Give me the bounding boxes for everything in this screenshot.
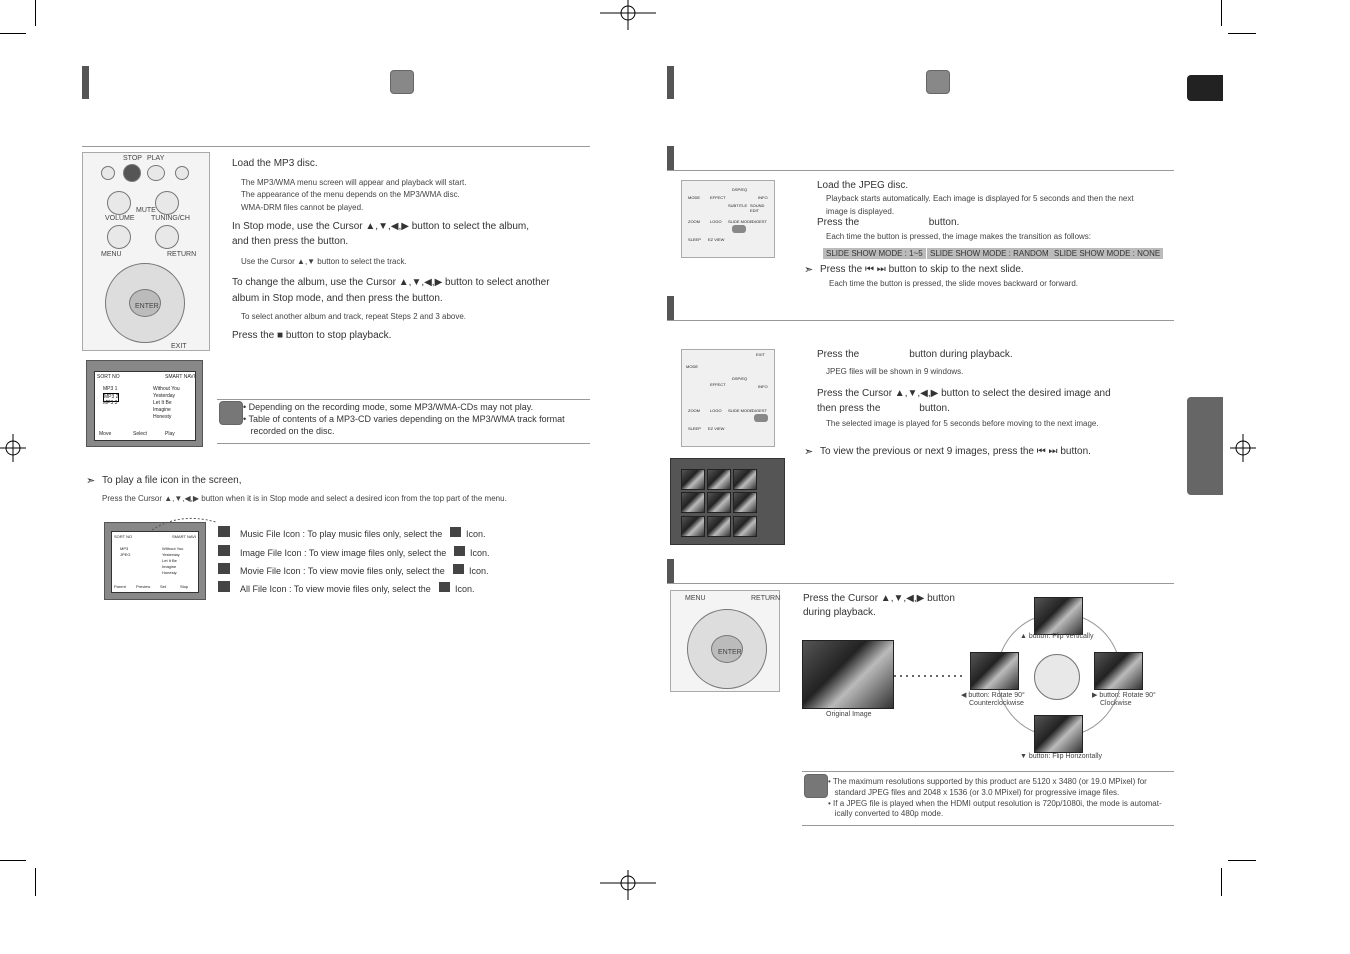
flip-vertical-image (1034, 597, 1083, 635)
step-3: To change the album, use the Cursor ▲,▼,◀,▶ button to select another (232, 277, 550, 288)
footer-item: Move (99, 431, 112, 437)
section-bar (667, 559, 674, 583)
icon-desc-end: Icon. (455, 584, 475, 594)
track-item: Yesterday (162, 552, 180, 557)
forward-button (175, 166, 189, 180)
folder-item: MP3 2 (104, 394, 119, 400)
icon-desc: Music File Icon : To play music files only, select the (240, 529, 443, 539)
sort-label: SORT NO (97, 374, 120, 380)
folder-item: MP3 3 (103, 400, 118, 406)
crop-mark (1221, 0, 1222, 26)
remote-label: INFO (758, 384, 768, 389)
divider (82, 146, 590, 147)
step-1-note: The MP3/WMA menu screen will appear and playback will start. (241, 178, 467, 187)
menu-label: MENU (101, 251, 122, 258)
remote-control-image (681, 349, 775, 447)
icon-desc-end: Icon. (470, 548, 490, 558)
remote-label: SLIDE MODE (728, 219, 753, 224)
rotate-step: Press the Cursor ▲,▼,◀,▶ button (803, 593, 955, 604)
all-file-icon (218, 581, 230, 592)
note-divider (217, 443, 590, 444)
crop-mark (35, 0, 36, 26)
remote-control-image (681, 180, 775, 258)
folder-item: MP3 (120, 546, 129, 551)
rotate-cw-caption: Clockwise (1100, 700, 1132, 707)
tip-body: Press the Cursor ▲,▼,◀,▶ button when it is in Stop mode and select a desired icon from the top part of the menu. (102, 494, 507, 503)
digest-tip: To view the previous or next 9 images, press the ⏮ ⏭ button. (820, 446, 1091, 457)
menu-panel (94, 371, 196, 441)
track-item: Yesterday (153, 393, 176, 399)
movie-file-icon (218, 563, 230, 574)
remote-label: DSP/EQ (732, 376, 748, 381)
footer-item: Select (133, 431, 147, 437)
exit-label: EXIT (171, 343, 187, 350)
rotate-cw-image (1094, 652, 1143, 690)
digest-step-1-note: JPEG files will be shown in 9 windows. (826, 367, 964, 376)
thumbnail (707, 469, 731, 490)
smart-navi-label: SMART NAVI (172, 534, 197, 539)
enter-label: ENTER (718, 649, 742, 656)
crop-mark (35, 868, 36, 896)
sort-label: SORT NO (114, 534, 133, 539)
registration-mark (0, 434, 26, 462)
remote-label: MODE (686, 364, 698, 369)
callout-line (150, 512, 220, 532)
remote-label: EFFECT (710, 382, 726, 387)
step-2: In Stop mode, use the Cursor ▲,▼,◀,▶ button to select the album, (232, 221, 529, 232)
section-divider (667, 170, 1174, 171)
footer-item: Stop (180, 584, 189, 589)
stop-button (123, 164, 141, 182)
remote-label: LOGO (710, 219, 722, 224)
music-file-icon (218, 526, 230, 537)
slide-mode-tag: SLIDE SHOW MODE : NONE (1051, 248, 1163, 259)
footer-item: Parent (114, 584, 126, 589)
section-divider (667, 583, 1174, 584)
remote-label: EZ VIEW (708, 237, 725, 242)
slide-mode-button (732, 225, 746, 233)
step-1-note: WMA-DRM files cannot be played. (241, 203, 364, 212)
step-1-note: The appearance of the menu depends on the MP3/WMA disc. (241, 190, 460, 199)
flip-horizontal-caption: ▼ button: Flip Horizontally (1020, 753, 1103, 760)
section-bar (667, 146, 674, 170)
digest-step-2: then press the button. (817, 403, 950, 414)
rotate-ccw-image (970, 652, 1019, 690)
play-label: PLAY (147, 155, 165, 162)
footer-item: Preview (136, 584, 151, 589)
note-icon (219, 401, 243, 425)
jpeg-step-2-note: Each time the button is pressed, the image makes the transition as follows: (826, 232, 1092, 241)
track-item: Let It Be (153, 400, 172, 406)
digest-step-1: Press the button during playback. (817, 349, 1013, 360)
remote-label: EZ VIEW (708, 426, 725, 431)
menu-label: MENU (685, 595, 706, 602)
remote-label: DSP/EQ (732, 187, 748, 192)
original-image (802, 640, 894, 709)
note-line: • The maximum resolutions supported by this product are 5120 x 3480 (or 19.0 MPixel) for (828, 777, 1147, 786)
note-line: • If a JPEG file is played when the HDMI output resolution is 720p/1080i, the mode is automat- (828, 799, 1162, 808)
enter-label: ENTER (135, 303, 159, 310)
original-image-caption: Original Image (826, 711, 872, 718)
icon-desc: All File Icon : To view movie files only, select the (240, 584, 431, 594)
return-label: RETURN (167, 251, 197, 258)
note-icon (804, 774, 828, 798)
track-item: Imagine (153, 407, 171, 413)
jpeg-step-2: Press the button. (817, 217, 960, 228)
note-line: • Depending on the recording mode, some MP3/WMA-CDs may not play. (243, 402, 534, 412)
remote-label: SUBTITLE (728, 203, 748, 208)
step-3-note: To select another album and track, repeat Steps 2 and 3 above. (241, 312, 467, 321)
music-file-icon (450, 527, 461, 537)
track-item: Honesty (162, 570, 177, 575)
movie-file-icon (453, 564, 464, 574)
remote-control-image (82, 152, 210, 351)
tuning-down-button (155, 225, 179, 249)
step-3: album in Stop mode, and then press the button. (232, 293, 443, 304)
icon-desc-end: Icon. (469, 566, 489, 576)
crop-mark (0, 33, 26, 34)
mp3-menu-screen (86, 360, 203, 447)
remote-label: ZOOM (688, 408, 700, 413)
registration-mark (600, 0, 656, 30)
note-divider (802, 825, 1174, 826)
dotted-connector (894, 672, 966, 680)
flip-vertical-caption: ▲ button: Flip Vertically (1020, 633, 1094, 640)
section-bar (667, 296, 674, 320)
remote-label: EFFECT (710, 195, 726, 200)
thumbnail (733, 516, 757, 537)
rotate-ccw-caption: Counterclockwise (969, 700, 1024, 707)
page-tab (1187, 75, 1223, 101)
volume-down-button (107, 225, 131, 249)
rotate-step: during playback. (803, 607, 876, 618)
digest-step-2-note: The selected image is played for 5 seconds before moving to the next image. (826, 419, 1099, 428)
side-tab (1187, 397, 1223, 495)
thumbnail (681, 469, 705, 490)
icon-desc-end: Icon. (466, 529, 486, 539)
rewind-button (101, 166, 115, 180)
remote-label: MODE (688, 195, 700, 200)
header-bar (82, 66, 89, 99)
thumbnail (707, 516, 731, 537)
image-file-icon (454, 546, 465, 556)
note-line: • Table of contents of a MP3-CD varies depending on the MP3/WMA track format (243, 414, 565, 424)
remote-label: DIGEST (752, 219, 767, 224)
tip-arrow-icon: ➣ (804, 446, 814, 458)
track-item: Imagine (162, 564, 177, 569)
header-bar (667, 66, 674, 99)
tip-arrow-icon: ➣ (86, 475, 96, 487)
nine-window-screen (670, 458, 785, 545)
footer-item: Play (165, 431, 175, 437)
remote-label: LOGO (710, 408, 722, 413)
note-line: standard JPEG files and 2048 x 1536 (or 3.0 MPixel) for progressive image files. (828, 788, 1120, 797)
thumbnail (681, 516, 705, 537)
crop-mark (1228, 860, 1256, 861)
tip-title: To play a file icon in the screen, (102, 475, 242, 486)
skip-tip: Press the ⏮ ⏭ button to skip to the next slide. (820, 264, 1024, 275)
menu-panel (111, 531, 199, 593)
disc-icon (926, 70, 950, 94)
jpeg-step-1-note: Playback starts automatically. Each image is displayed for 5 seconds and then the next (826, 194, 1134, 203)
stop-label: STOP (123, 155, 142, 162)
slide-mode-tag: SLIDE SHOW MODE : RANDOM (927, 248, 1052, 259)
note-line: recorded on the disc. (243, 426, 335, 436)
thumbnail (707, 492, 731, 513)
rotate-ccw-caption: ◀ button: Rotate 90° (961, 692, 1025, 699)
remote-label: SOUND EDIT (750, 203, 765, 213)
image-file-icon (218, 545, 230, 556)
step-2-note: Use the Cursor ▲,▼ button to select the track. (241, 257, 407, 266)
digest-step-2: Press the Cursor ▲,▼,◀,▶ button to select the desired image and (817, 388, 1111, 399)
return-label: RETURN (751, 595, 781, 602)
slide-mode-tag: SLIDE SHOW MODE : 1~5 (823, 248, 926, 259)
registration-mark (1230, 434, 1256, 462)
play-pause-button (147, 165, 165, 181)
smart-navi-label: SMART NAVI (165, 374, 196, 380)
remote-label: SLEEP (688, 237, 701, 242)
step-2: and then press the button. (232, 236, 349, 247)
section-divider (667, 320, 1174, 321)
file-icon-menu-screen (104, 522, 206, 600)
volume-label: VOLUME (105, 215, 135, 222)
volume-up-button (107, 191, 131, 215)
remote-control-image (670, 590, 780, 692)
remote-label: EXIT (756, 352, 765, 357)
remote-label: SLIDE MODE (728, 408, 753, 413)
track-item: Without You (153, 386, 180, 392)
icon-desc: Image File Icon : To view image files only, select the (240, 548, 447, 558)
remote-label: SLEEP (688, 426, 701, 431)
thumbnail (733, 469, 757, 490)
tip-arrow-icon: ➣ (804, 264, 814, 276)
folder-item: JPEG (120, 552, 131, 557)
remote-label: ZOOM (688, 219, 700, 224)
crop-mark (1228, 33, 1256, 34)
registration-mark (600, 870, 656, 900)
tuning-label: TUNING/CH (151, 215, 190, 222)
track-item: Let It Be (162, 558, 177, 563)
flip-horizontal-image (1034, 715, 1083, 753)
thumbnail (681, 492, 705, 513)
all-file-icon (439, 582, 450, 592)
jpeg-step-1: Load the JPEG disc. (817, 180, 909, 191)
step-4: Press the ■ button to stop playback. (232, 330, 392, 341)
track-item: Honesty (153, 414, 172, 420)
note-divider (802, 771, 1174, 772)
note-divider (217, 399, 590, 400)
folder-item: MP3 1 (103, 386, 118, 392)
disc-icon (390, 70, 414, 94)
remote-label: INFO (758, 195, 768, 200)
tuning-up-button (155, 191, 179, 215)
rotate-cw-caption: ▶ button: Rotate 90° (1092, 692, 1156, 699)
step-1: Load the MP3 disc. (232, 158, 318, 169)
thumbnail (733, 492, 757, 513)
icon-desc: Movie File Icon : To view movie files only, select the (240, 566, 445, 576)
mini-navigation-pad (1034, 654, 1080, 700)
skip-tip-note: Each time the button is pressed, the slide moves backward or forward. (829, 279, 1079, 288)
note-line: ically converted to 480p mode. (828, 809, 944, 818)
digest-button (754, 414, 768, 422)
remote-label: DIGEST (752, 408, 767, 413)
footer-item: Set (160, 584, 167, 589)
crop-mark (0, 860, 26, 861)
crop-mark (1221, 868, 1222, 896)
track-item: Without You (162, 546, 184, 551)
jpeg-step-1-note: image is displayed. (826, 207, 895, 216)
mute-label: MUTE (136, 207, 156, 214)
